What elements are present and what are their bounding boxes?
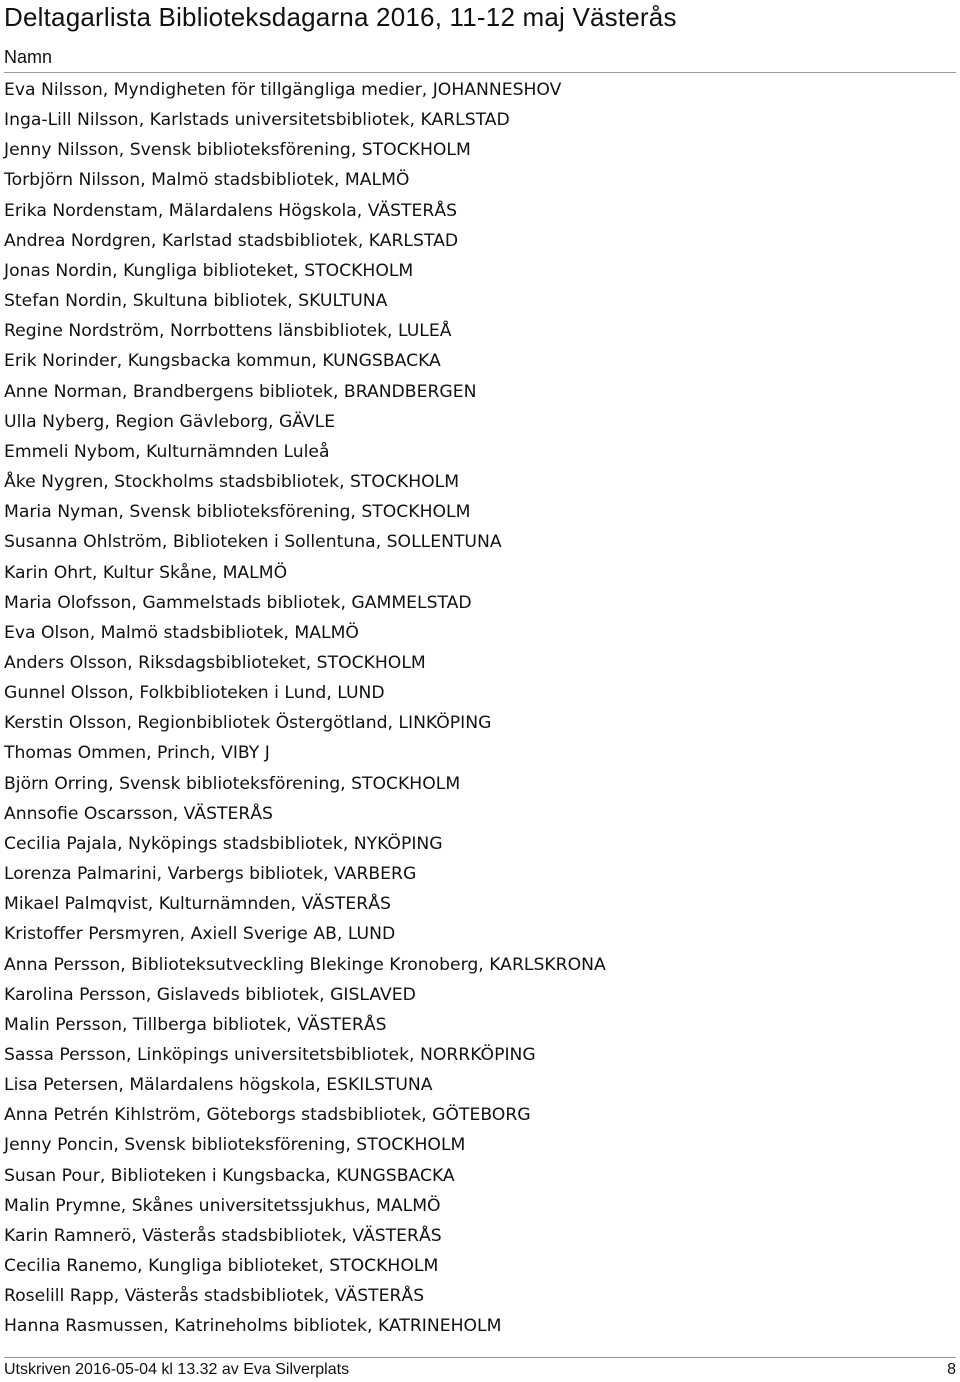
list-item: Cecilia Ranemo, Kungliga biblioteket, STOCKHOLM xyxy=(4,1256,439,1277)
list-item: Andrea Nordgren, Karlstad stadsbibliotek, KARLSTAD xyxy=(4,230,459,251)
page-title: Deltagarlista Biblioteksdagarna 2016, 11-12 maj Västerås xyxy=(4,2,677,32)
list-item: Karolina Persson, Gislaveds bibliotek, GISLAVED xyxy=(4,984,416,1005)
page-footer xyxy=(4,1357,956,1380)
list-item: Jonas Nordin, Kungliga biblioteket, STOCKHOLM xyxy=(4,260,414,281)
page-number: 8 xyxy=(947,1361,956,1378)
list-item: Eva Nilsson, Myndigheten för tillgängliga medier, JOHANNESHOV xyxy=(4,80,562,100)
list-item: Maria Nyman, Svensk biblioteksförening, STOCKHOLM xyxy=(4,502,471,523)
list-item: Emmeli Nybom, Kulturnämnden Luleå xyxy=(4,441,330,462)
list-item: Anne Norman, Brandbergens bibliotek, BRANDBERGEN xyxy=(4,381,477,402)
list-item: Malin Prymne, Skånes universitetssjukhus, MALMÖ xyxy=(4,1195,441,1216)
list-item: Karin Ohrt, Kultur Skåne, MALMÖ xyxy=(4,562,288,583)
attendee-list xyxy=(4,75,606,1342)
list-item: Jenny Nilsson, Svensk biblioteksförening, STOCKHOLM xyxy=(4,140,471,161)
list-item: Cecilia Pajala, Nyköpings stadsbibliotek, NYKÖPING xyxy=(4,833,443,854)
list-item: Gunnel Olsson, Folkbiblioteken i Lund, LUND xyxy=(4,683,385,704)
list-item: Jenny Poncin, Svensk biblioteksförening, STOCKHOLM xyxy=(4,1135,466,1156)
list-item: Lisa Petersen, Mälardalens högskola, ESKILSTUNA xyxy=(4,1075,433,1096)
list-item: Thomas Ommen, Princh, VIBY J xyxy=(4,743,270,764)
list-item: Mikael Palmqvist, Kulturnämnden, VÄSTERÅS xyxy=(4,894,391,915)
list-item: Karin Ramnerö, Västerås stadsbibliotek, VÄSTERÅS xyxy=(4,1225,442,1246)
list-item: Anna Petrén Kihlström, Göteborgs stadsbibliotek, GÖTEBORG xyxy=(4,1105,531,1126)
list-item: Roselill Rapp, Västerås stadsbibliotek, VÄSTERÅS xyxy=(4,1286,425,1307)
list-item: Kerstin Olsson, Regionbibliotek Östergötland, LINKÖPING xyxy=(4,713,492,734)
list-item: Sassa Persson, Linköpings universitetsbibliotek, NORRKÖPING xyxy=(4,1045,536,1065)
list-item: Erika Nordenstam, Mälardalens Högskola, VÄSTERÅS xyxy=(4,200,457,221)
printed-info: Utskriven 2016-05-04 kl 13.32 av Eva Silverplats xyxy=(4,1361,350,1378)
list-item: Susan Pour, Biblioteken i Kungsbacka, KUNGSBACKA xyxy=(4,1165,455,1186)
list-item: Erik Norinder, Kungsbacka kommun, KUNGSBACKA xyxy=(4,351,441,372)
list-item: Eva Olson, Malmö stadsbibliotek, MALMÖ xyxy=(4,622,359,643)
list-item: Anders Olsson, Riksdagsbiblioteket, STOCKHOLM xyxy=(4,652,426,673)
list-item: Inga-Lill Nilsson, Karlstads universitetsbibliotek, KARLSTAD xyxy=(4,110,510,131)
list-item: Lorenza Palmarini, Varbergs bibliotek, VARBERG xyxy=(4,864,417,885)
list-item: Stefan Nordin, Skultuna bibliotek, SKULTUNA xyxy=(4,291,388,312)
column-header: Namn xyxy=(4,47,956,73)
list-item: Anna Persson, Biblioteksutveckling Blekinge Kronoberg, KARLSKRONA xyxy=(4,954,606,975)
list-item: Björn Orring, Svensk biblioteksförening, STOCKHOLM xyxy=(4,773,461,794)
list-item: Hanna Rasmussen, Katrineholms bibliotek, KATRINEHOLM xyxy=(4,1316,502,1337)
list-item: Kristoffer Persmyren, Axiell Sverige AB, LUND xyxy=(4,924,396,945)
list-item: Annsofie Oscarsson, VÄSTERÅS xyxy=(4,803,273,824)
list-item: Regine Nordström, Norrbottens länsbibliotek, LULEÅ xyxy=(4,321,452,342)
list-item: Åke Nygren, Stockholms stadsbibliotek, STOCKHOLM xyxy=(4,472,460,493)
list-item: Ulla Nyberg, Region Gävleborg, GÄVLE xyxy=(4,411,336,432)
list-item: Maria Olofsson, Gammelstads bibliotek, GAMMELSTAD xyxy=(4,592,472,613)
list-item: Malin Persson, Tillberga bibliotek, VÄSTERÅS xyxy=(4,1014,387,1035)
list-item: Susanna Ohlström, Biblioteken i Sollentuna, SOLLENTUNA xyxy=(4,532,502,553)
list-item: Torbjörn Nilsson, Malmö stadsbibliotek, MALMÖ xyxy=(4,170,410,191)
